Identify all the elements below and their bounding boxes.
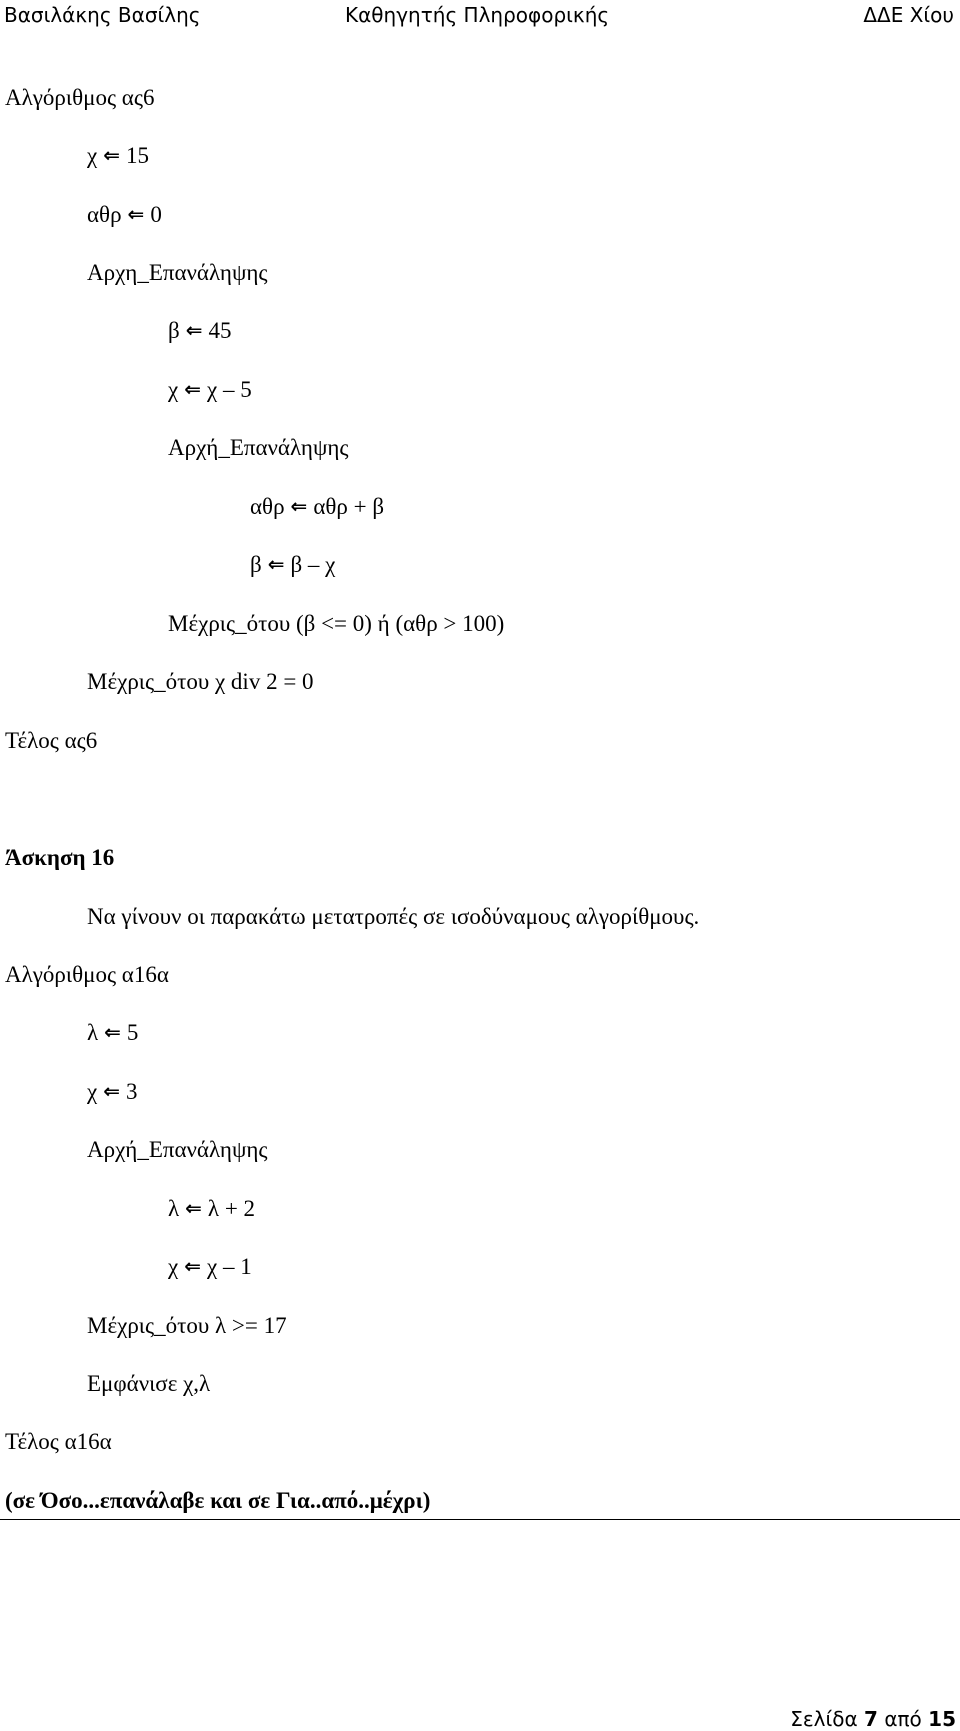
arrow-left-icon: ⇐ — [185, 1196, 202, 1220]
algorithm-title: Αλγόριθμος α16α — [5, 962, 169, 987]
footer-total-pages: 15 — [928, 1707, 956, 1731]
variable: β — [250, 552, 262, 577]
value: χ – 1 — [206, 1254, 252, 1279]
arrow-left-icon: ⇐ — [127, 202, 145, 226]
conversion-note: (σε Όσο...επανάλαβε και σε Για..από..μέχρι) — [5, 1488, 431, 1513]
arrow-left-icon: ⇐ — [103, 143, 120, 167]
assignment-line — [87, 1080, 137, 1103]
variable: χ — [168, 1254, 179, 1279]
repeat-start: Αρχη_Επανάληψης — [87, 260, 268, 285]
variable: λ — [87, 1020, 99, 1045]
algorithm-end: Τέλος α16α — [5, 1429, 112, 1454]
header-role: Καθηγητής Πληροφορικής — [345, 3, 610, 27]
footer-middle: από — [884, 1707, 922, 1731]
variable: χ — [87, 1079, 98, 1104]
arrow-left-icon: ⇐ — [184, 377, 201, 401]
repeat-until-outer: Μέχρις_ότου χ div 2 = 0 — [87, 669, 314, 694]
repeat-until: Μέχρις_ότου λ >= 17 — [87, 1313, 287, 1338]
value: λ + 2 — [207, 1196, 256, 1221]
variable: αθρ — [87, 202, 122, 227]
repeat-start: Αρχή_Επανάληψης — [168, 435, 349, 460]
variable: αθρ — [250, 494, 285, 519]
header-school: ΔΔΕ Χίου — [863, 3, 954, 27]
arrow-left-icon: ⇐ — [184, 1254, 201, 1278]
assignment-line — [168, 378, 252, 401]
page-header — [0, 0, 960, 40]
value: β – χ — [290, 552, 336, 577]
footer-page-number: 7 — [864, 1707, 878, 1731]
repeat-until-inner: Μέχρις_ότου (β <= 0) ή (αθρ > 100) — [168, 611, 505, 636]
assignment-line — [250, 553, 335, 576]
value: 0 — [150, 202, 162, 227]
arrow-left-icon: ⇐ — [267, 552, 285, 576]
assignment-line — [87, 1021, 138, 1044]
variable: χ — [87, 143, 98, 168]
value: αθρ + β — [313, 494, 385, 519]
repeat-start: Αρχή_Επανάληψης — [87, 1137, 268, 1162]
page-footer — [790, 1707, 956, 1731]
arrow-left-icon: ⇐ — [104, 1020, 121, 1044]
assignment-line — [87, 144, 149, 167]
exercise-heading: Άσκηση 16 — [5, 845, 115, 870]
header-author: Βασιλάκης Βασίλης — [4, 3, 201, 27]
horizontal-rule — [0, 1519, 960, 1520]
assignment-line — [168, 319, 231, 342]
value: 45 — [208, 318, 232, 343]
variable: χ — [168, 377, 179, 402]
variable: β — [168, 318, 180, 343]
footer-prefix: Σελίδα — [790, 1707, 858, 1731]
assignment-line — [168, 1197, 255, 1220]
assignment-line — [168, 1255, 252, 1278]
assignment-line — [87, 203, 162, 226]
exercise-instruction: Να γίνουν οι παρακάτω μετατροπές σε ισοδύναμους αλγορίθμους. — [87, 904, 700, 929]
algorithm-title: Αλγόριθμος ας6 — [5, 85, 155, 110]
value: 5 — [126, 1020, 139, 1045]
value: χ – 5 — [206, 377, 252, 402]
algorithm-end: Τέλος ας6 — [5, 728, 98, 753]
print-statement: Εμφάνισε χ,λ — [87, 1371, 211, 1396]
variable: λ — [168, 1196, 180, 1221]
value: 3 — [125, 1079, 138, 1104]
assignment-line — [250, 495, 384, 518]
value: 15 — [125, 143, 149, 168]
arrow-left-icon: ⇐ — [103, 1079, 120, 1103]
arrow-left-icon: ⇐ — [185, 318, 203, 342]
arrow-left-icon: ⇐ — [290, 494, 308, 518]
